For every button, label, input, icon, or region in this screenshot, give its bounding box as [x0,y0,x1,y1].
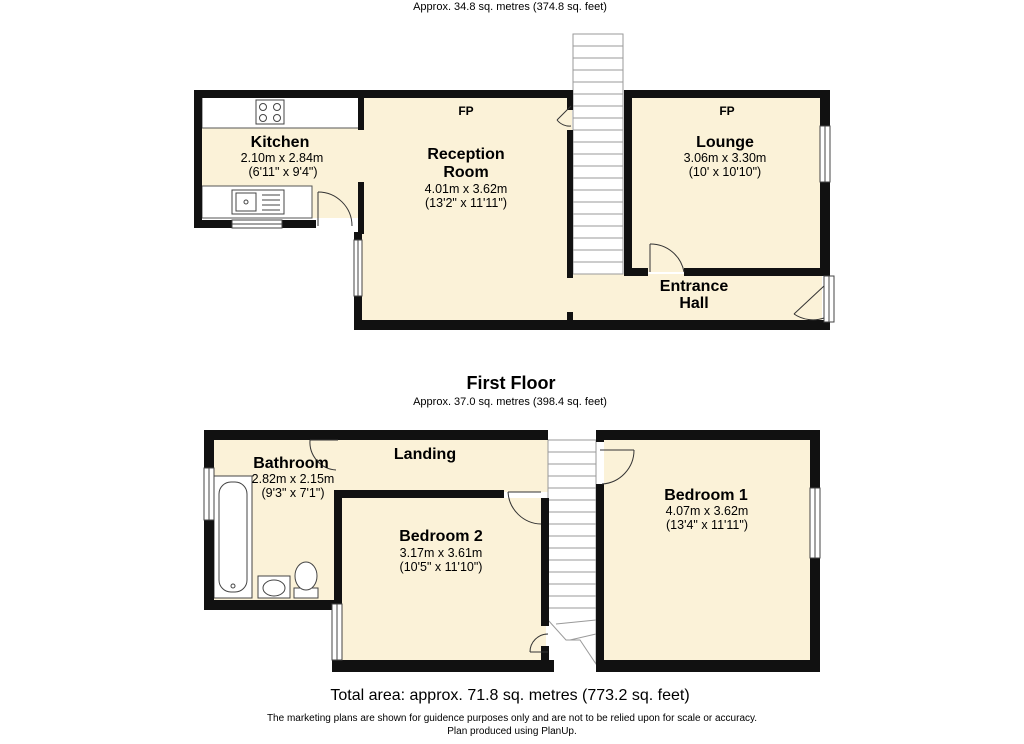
bathroom-dim-ft: (9'3" x 7'1") [261,486,325,500]
basin-icon [258,576,290,598]
produced-by: Plan produced using PlanUp. [447,726,577,737]
bathtub-icon [214,476,252,598]
kitchen-dim-m: 2.10m x 2.84m [240,151,324,165]
bedroom-1-dim-m: 4.07m x 3.62m [665,504,749,518]
bedroom-1-name: Bedroom 1 [664,487,748,504]
lounge-fp-label: FP [719,104,735,118]
bedroom-1-dim-ft: (13'4" x 11'11") [666,518,748,532]
bedroom-2-dim-ft: (10'5" x 11'10") [399,560,483,574]
bedroom-2-name: Bedroom 2 [399,528,483,545]
first-staircase [548,440,596,664]
bathroom-dim-m: 2.82m x 2.15m [251,472,335,486]
bedroom-1-floor [604,440,812,662]
total-area: Total area: approx. 71.8 sq. metres (773.2 sq. feet) [330,687,690,704]
lounge-dim-ft: (10' x 10'10") [688,165,762,179]
reception-name-line1: Reception [427,146,505,163]
reception-dim-ft: (13'2" x 11'11") [425,196,507,210]
reception-name-line2: Room [443,164,489,181]
kitchen-dim-ft: (6'11" x 9'4") [248,165,318,179]
kitchen-name: Kitchen [250,134,310,151]
first-floor-title: First Floor [466,373,556,393]
disclaimer: The marketing plans are shown for guidence purposes only and are not to be relied upon for scale or accuracy. [266,713,758,724]
ground-staircase [573,34,623,274]
lounge-dim-m: 3.06m x 3.30m [683,151,767,165]
entrance-hall-line2: Hall [679,295,709,312]
reception-dim-m: 4.01m x 3.62m [424,182,508,196]
reception-fp-label: FP [458,104,474,118]
kitchen-sink-icon [232,190,284,214]
landing-name: Landing [393,446,457,463]
lounge-name: Lounge [696,134,754,151]
bathroom-name: Bathroom [253,455,329,472]
hob-icon [256,100,284,124]
bedroom-2-floor [340,498,546,662]
bedroom-2-dim-m: 3.17m x 3.61m [399,546,483,560]
toilet-icon [294,562,318,598]
entrance-hall-line1: Entrance [659,278,729,295]
first-floor-area: Approx. 37.0 sq. metres (398.4 sq. feet) [413,396,607,408]
ground-floor-area: Approx. 34.8 sq. metres (374.8 sq. feet) [413,1,607,13]
